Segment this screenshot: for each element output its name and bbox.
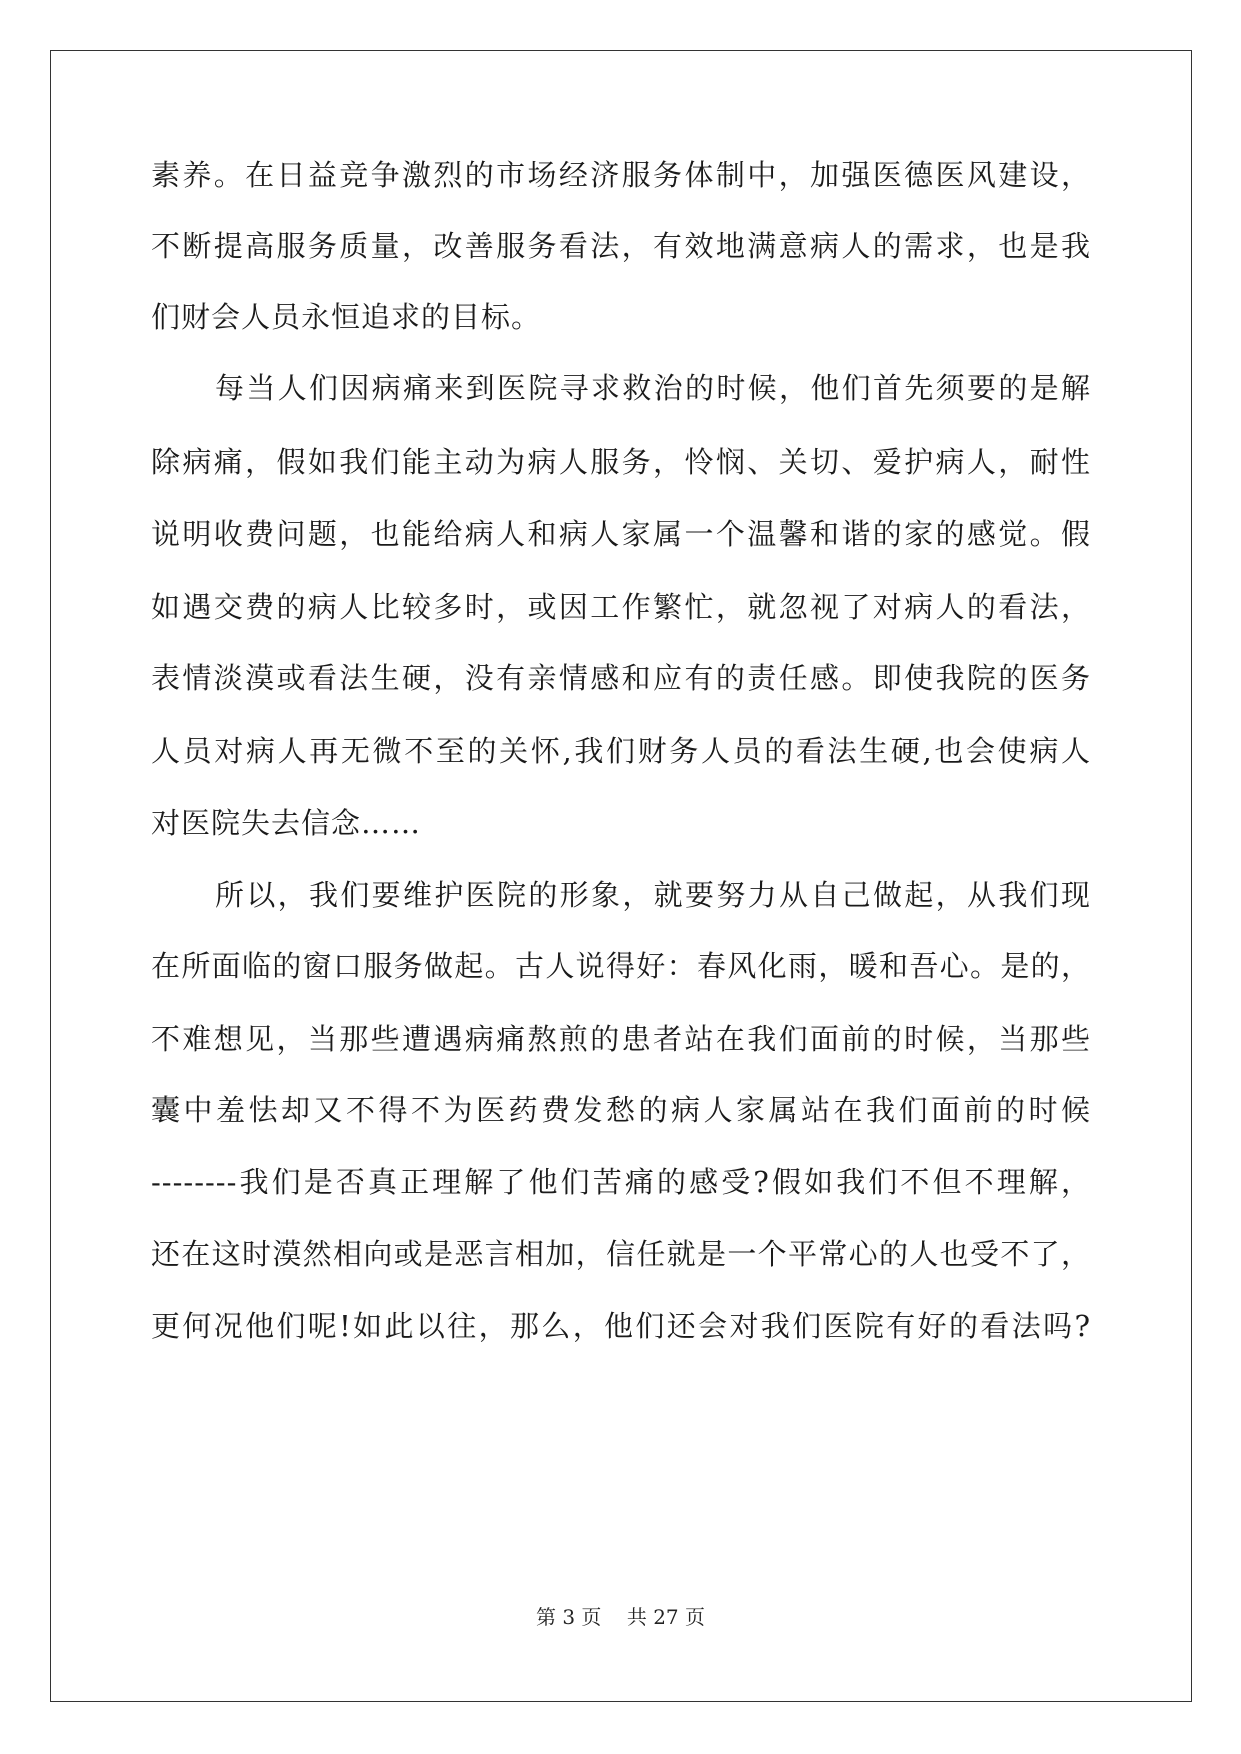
text-line: 不难想见，当那些遭遇病痛熬煎的患者站在我们面前的时候，当那些 bbox=[151, 1022, 1091, 1056]
text-line: 说明收费问题，也能给病人和病人家属一个温馨和谐的家的感觉。假 bbox=[151, 517, 1091, 551]
text-line: 每当人们因病痛来到医院寻求救治的时候，他们首先须要的是解 bbox=[215, 371, 1091, 405]
text-line: 素养。在日益竞争激烈的市场经济服务体制中，加强医德医风建设， bbox=[151, 158, 1091, 192]
page-number-footer: 第 3 页 共 27 页 bbox=[535, 1605, 706, 1629]
text-line: --------我们是否真正理解了他们苦痛的感受?假如我们不但不理解， bbox=[151, 1165, 1091, 1199]
text-line: 们财会人员永恒追求的目标。 bbox=[151, 300, 542, 334]
text-line: 囊中羞怯却又不得不为医药费发愁的病人家属站在我们面前的时候 bbox=[151, 1093, 1091, 1127]
text-line: 表情淡漠或看法生硬，没有亲情感和应有的责任感。即使我院的医务 bbox=[151, 661, 1091, 695]
text-line: 不断提高服务质量，改善服务看法，有效地满意病人的需求，也是我 bbox=[151, 229, 1091, 263]
text-line: 还在这时漠然相向或是恶言相加，信任就是一个平常心的人也受不了， bbox=[151, 1237, 1091, 1271]
text-line: 除病痛，假如我们能主动为病人服务，怜悯、关切、爱护病人，耐性 bbox=[151, 445, 1091, 479]
text-line: 如遇交费的病人比较多时，或因工作繁忙，就忽视了对病人的看法， bbox=[151, 590, 1091, 624]
text-line: 所以，我们要维护医院的形象，就要努力从自己做起，从我们现 bbox=[215, 878, 1091, 912]
text-line: 人员对病人再无微不至的关怀,我们财务人员的看法生硬,也会使病人 bbox=[151, 734, 1091, 768]
text-line: 更何况他们呢!如此以往，那么，他们还会对我们医院有好的看法吗? bbox=[151, 1309, 1091, 1343]
text-line: 对医院失去信念…… bbox=[151, 806, 422, 840]
text-line: 在所面临的窗口服务做起。古人说得好：春风化雨，暖和吾心。是的， bbox=[151, 949, 1091, 983]
